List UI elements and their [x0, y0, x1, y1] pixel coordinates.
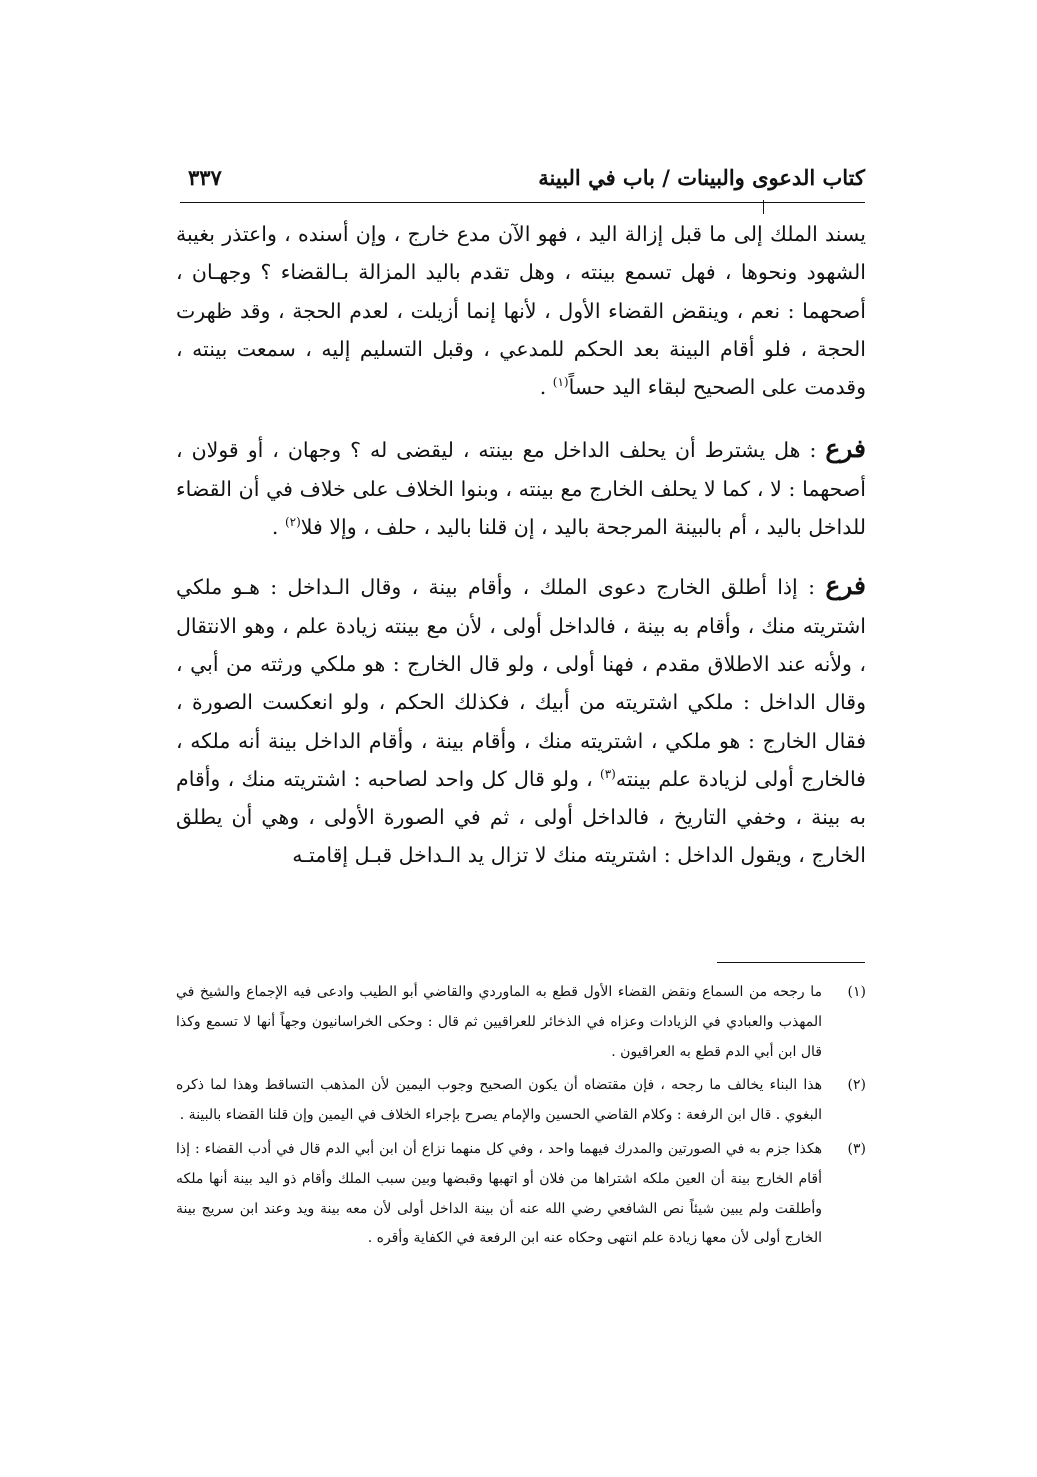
footnote-2: [176, 1071, 866, 1131]
paragraph-2: [176, 430, 866, 546]
paragraph-3-text-a: : إذا أطلق الخارج دعوى الملك ، وأقام بينة ، وقال الـداخل : هـو ملكي اشتريته منك ، وأقام به بينة ، فالداخل أولى ، لأن مع بينته زيادة علم ، وهو الانتقال ، ولأنه عند الاطلاق مقدم ، فهنا أولى ، ولو قال الخارج : هو ملكي ورثته من أبي ، وقال الداخل : ملكي اشتريته من أبيك ، فكذلك الحكم ، ولو انعكست الصورة ، فقال الخارج : هو ملكي ، اشتريته منك ، وأقام بينة ، وأقام الداخل بينة أنه ملكه ، فالخارج أولى لزيادة علم بينته: [176, 575, 866, 791]
paragraph-2-text: : هل يشترط أن يحلف الداخل مع بينته ، ليقضى له ؟ وجهان ، أو قولان ، أصحهما : لا ، كما لا يحلف الخارج مع بينته ، وبنوا الخلاف على خلاف في أن القضاء للداخل باليد ، أم بالبينة المرجحة باليد ، إن قلنا باليد ، حلف ، وإلا فلا: [176, 438, 866, 540]
footnote-ref-1: (١): [552, 375, 569, 390]
running-header-title: كتاب الدعوى والبينات / باب في البينة: [538, 165, 865, 190]
main-text: [176, 215, 866, 896]
footnote-3: [176, 1135, 866, 1254]
paragraph-1-end: .: [539, 375, 553, 400]
footnote-text: هكذا جزم به في الصورتين والمدرك فيهما واحد ، وفي كل منهما نزاع أن ابن أبي الدم قال في أدب القضاء : إذا أقام الخارج بينة أن العين ملكه اشتراها من فلان أو اتهبها وقبضها وبين سبب الملك وأقام ذو اليد بينة أنها ملكه وأطلقت ولم يبين شيئاً نص الشافعي رضي الله عنه أن بينة الداخل أولى لأن معه بينة ويد وعند ابن سريج بينة الخارج أولى لأن معها زيادة علم انتهى وحكاه عنه ابن الرفعة في الكفاية وأقره .: [176, 1140, 822, 1247]
footnote-number: (٢): [847, 1077, 866, 1094]
paragraph-3-text-b: ، ولو قال كل واحد لصاحبه : اشتريته منك ، وأقام به بينة ، وخفي التاريخ ، فالداخل أولى ، ثم في الصورة الأولى ، وهي أن يطلق الخارج ، ويقول الداخل : اشتريته منك لا تزال يد الـداخل قبـل إقامتـه: [176, 766, 866, 868]
footnote-separator: [717, 962, 865, 963]
page-number: ٣٣٧: [188, 165, 222, 190]
header-rule-tick: [763, 200, 764, 214]
footnote-1: [176, 978, 866, 1067]
footnote-text: ما رجحه من السماع ونقض القضاء الأول قطع به الماوردي والقاضي أبو الطيب وادعى فيه الإجماع والشيخ في المهذب والعبادي في الزيادات وعزاه في الذخائر للعراقيين ثم قال : وحكى الخراسانيون وجهاً أنها لا تسمع وكذا قال ابن أبي الدم قطع به العراقيون .: [176, 984, 822, 1060]
footnote-ref-3: (٣): [600, 767, 616, 782]
section-label-far: فرع: [825, 434, 866, 464]
paragraph-1: [176, 215, 866, 406]
footnote-text: هذا البناء يخالف ما رجحه ، فإن مقتضاه أن يكون الصحيح وجوب اليمين لأن المذهب التساقط وهذا لما ذكره البغوي . قال ابن الرفعة : وكلام القاضي الحسين والإمام يصرح بإجراء الخلاف في اليمين وإن قلنا القضاء بالبينة .: [176, 1077, 822, 1124]
footnote-ref-2: (٢): [284, 515, 301, 530]
footnote-number: (١): [847, 984, 866, 1000]
paragraph-3: [176, 567, 866, 874]
footnote-number: (٣): [847, 1140, 866, 1157]
paragraph-2-end: .: [271, 515, 285, 540]
paragraph-1-text: يسند الملك إلى ما قبل إزالة اليد ، فهو الآن مدع خارج ، وإن أسنده ، واعتذر بغيبة الشهود ونحوها ، فهل تسمع بينته ، وهل تقدم باليد المزالة بـالقضاء ؟ وجهـان ، أصحهما : نعم ، وينقض القضاء الأول ، لأنها إنما أزيلت ، لعدم الحجة ، وقد ظهرت الحجة ، فلو أقام البينة بعد الحكم للمدعي ، وقبل التسليم إليه ، سمعت بينته ، وقدمت على الصحيح لبقاء اليد حساً: [176, 222, 866, 400]
section-label-far: فرع: [825, 571, 866, 601]
running-header: [180, 165, 865, 201]
footnotes: [176, 978, 866, 1258]
